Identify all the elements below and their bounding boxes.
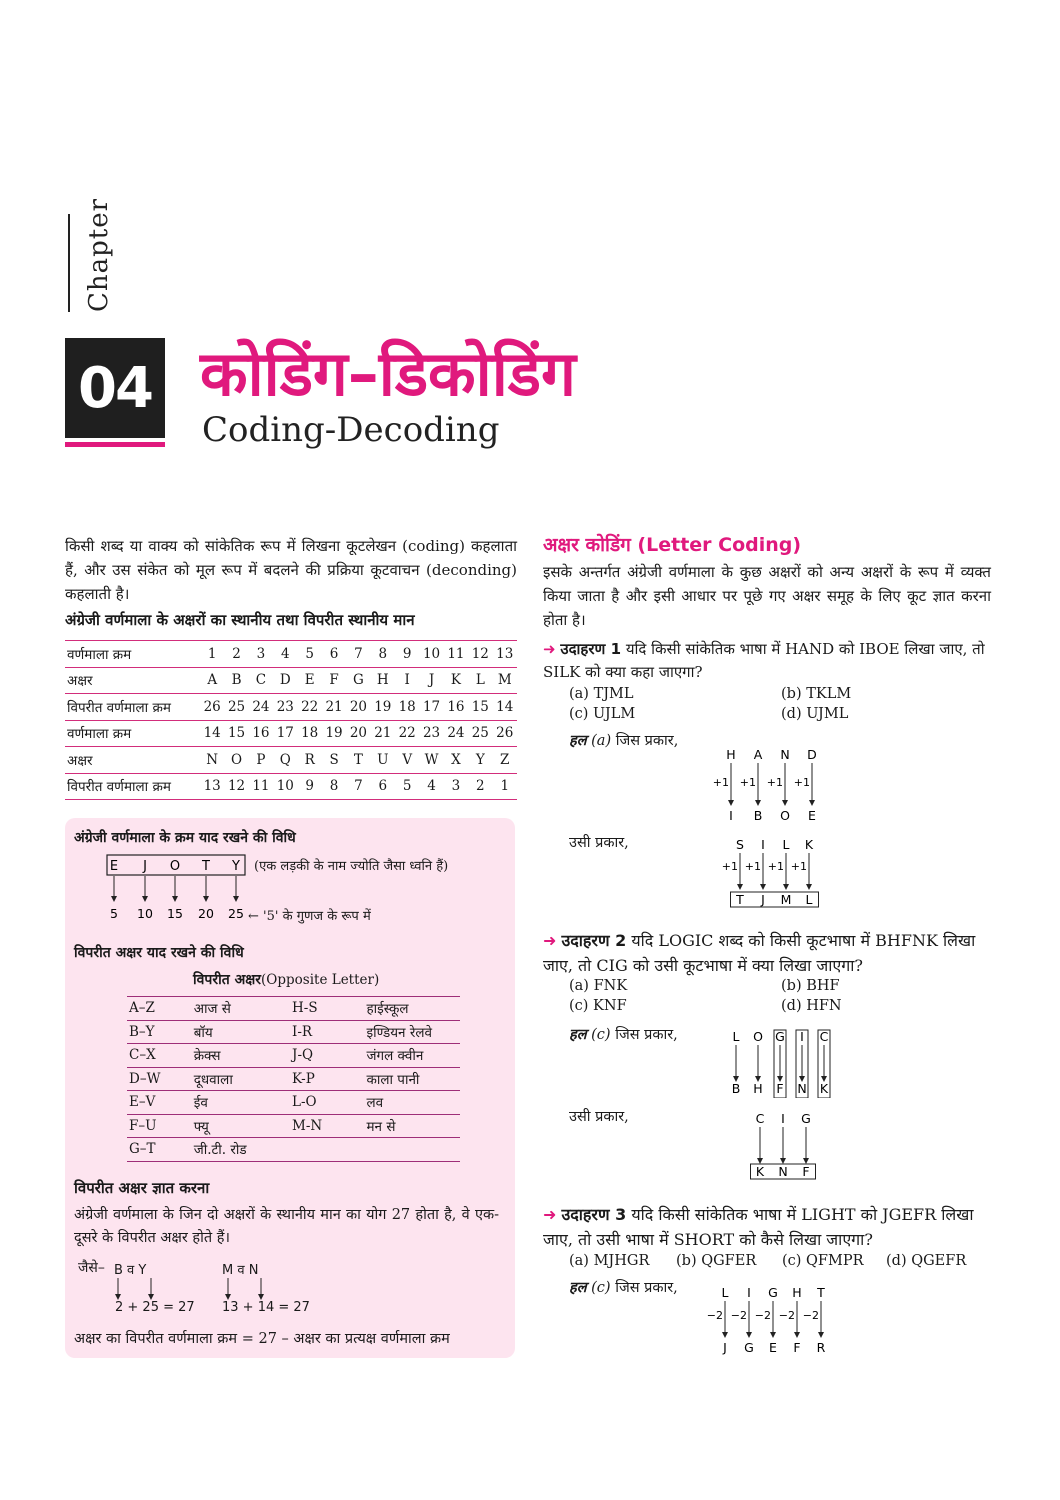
alphabet-cell: K xyxy=(444,667,468,694)
alphabet-cell: H xyxy=(371,667,395,694)
ejoty-diagram xyxy=(100,852,250,924)
letter-coding-text: इसके अन्तर्गत अंग्रेजी वर्णमाला के कुछ अक्षरों को अन्य अक्षरों के रूप में व्यक्त किया जाता है और इसी आधार पर पूछे गए अक्षर समूह के लिए कूट ज्ञात करना होता है। xyxy=(543,563,991,629)
example3-option-d: (d) QGEFR xyxy=(886,1253,967,1269)
alphabet-cell: 10 xyxy=(273,773,297,800)
diagram-shift-label: −2 xyxy=(730,1309,747,1322)
alphabet-cell: 4 xyxy=(273,641,297,668)
arrow-head xyxy=(111,896,117,902)
alphabet-cell: 25 xyxy=(224,694,248,721)
diagram-top-letter: G xyxy=(801,1111,811,1126)
ejoty-letter: Y xyxy=(232,859,240,874)
memory-box-heading: अंग्रेजी वर्णमाला के क्रम याद रखने की विधि xyxy=(74,830,296,846)
opposite-pair2: H-S xyxy=(290,997,364,1021)
example1-letters: B व Y xyxy=(114,1263,147,1278)
alphabet-cell: 16 xyxy=(444,694,468,721)
left-arrow-icon: ← xyxy=(248,909,259,924)
diagram-shift-label: +1 xyxy=(767,860,784,873)
alphabet-table-row xyxy=(65,747,517,774)
alphabet-cell: T xyxy=(346,747,370,774)
solution-label: हल xyxy=(569,1026,587,1043)
multiple-note xyxy=(248,906,371,924)
intro-paragraph: किसी शब्द या वाक्य को सांकेतिक रूप में लिखना कूटलेखन (coding) कहलाता हैं, और उस संकेत को मूल रूप में बदलने की प्रक्रिया कूटवाचन (deconding) कहलाती है। xyxy=(65,537,517,603)
diagram-shift-label: −2 xyxy=(802,1309,819,1322)
example2-solution xyxy=(569,1024,678,1044)
alphabet-row-label: वर्णमाला क्रम xyxy=(65,641,200,668)
alphabet-cell: 4 xyxy=(419,773,443,800)
alphabet-cell: B xyxy=(224,667,248,694)
opposite-word1: क्रेक्स xyxy=(192,1044,290,1068)
diagram-top-letter: L xyxy=(732,1029,740,1044)
alphabet-cell: M xyxy=(493,667,518,694)
opposite-pair1: D–W xyxy=(127,1067,192,1091)
diagram-bottom-letter: M xyxy=(780,892,792,907)
alphabet-cell: N xyxy=(200,747,224,774)
arrow-head xyxy=(806,884,812,890)
opposite-pair2: J-Q xyxy=(290,1044,364,1068)
alphabet-cell: 18 xyxy=(298,720,322,747)
alphabet-cell: 14 xyxy=(493,694,518,721)
find-opposite-text: अंग्रेजी वर्णमाला के जिन दो अक्षरों के स्थानीय मान का योग 27 होता है, वे एक-दूसरे के विपरीत अक्षर होते हैं। xyxy=(74,1207,499,1246)
opposite-letter-table xyxy=(127,996,460,1162)
diagram-bottom-letter: E xyxy=(808,808,816,823)
chapter-side-rule xyxy=(68,214,70,312)
ejoty-number: 15 xyxy=(167,906,183,921)
alphabet-table-row xyxy=(65,694,517,721)
solution-answer: (a) xyxy=(591,733,612,749)
alphabet-cell: 5 xyxy=(395,773,419,800)
alphabet-cell: 11 xyxy=(444,641,468,668)
ejoty-letter: J xyxy=(143,859,147,874)
opposite-row xyxy=(127,1138,460,1162)
example3-option-a: (a) MJHGR xyxy=(569,1253,650,1269)
diagram-bottom-letter: N xyxy=(778,1164,788,1179)
alphabet-cell: 2 xyxy=(468,773,492,800)
example2-question-text: यदि LOGIC शब्द को किसी कूटभाषा में BHFNK लिखा जाए, तो CIG को उसी कूटभाषा में क्या लिखा जाएगा? xyxy=(543,931,976,975)
alphabet-cell: 2 xyxy=(224,641,248,668)
alphabet-row-label: विपरीत वर्णमाला क्रम xyxy=(65,694,200,721)
diagram-top-letter: H xyxy=(726,747,736,762)
opposite-word2: लव xyxy=(364,1091,460,1115)
opposite-row xyxy=(127,1067,460,1091)
opposite-pair1: F–U xyxy=(127,1114,192,1138)
diagram-shift-label: +1 xyxy=(790,860,807,873)
opposite-pair2: M-N xyxy=(290,1114,364,1138)
ejoty-number: 10 xyxy=(137,906,153,921)
diagram-bottom-letter: J xyxy=(723,1340,727,1355)
opposite-word1: ईव xyxy=(192,1091,290,1115)
example3-diagram-light xyxy=(704,1284,834,1356)
example2-label: उदाहरण 2 xyxy=(561,931,627,950)
arrow-head xyxy=(809,800,815,806)
alphabet-cell: E xyxy=(298,667,322,694)
example1-question xyxy=(543,638,993,684)
chapter-number-underline xyxy=(65,442,165,447)
alphabet-cell: 3 xyxy=(249,641,273,668)
diagram-bottom-letter: R xyxy=(816,1340,826,1355)
alphabet-cell: 1 xyxy=(493,773,518,800)
alphabet-cell: 26 xyxy=(493,720,518,747)
diagram-top-letter: I xyxy=(781,1111,785,1126)
solution-text: जिस प्रकार, xyxy=(615,733,679,749)
example3-question xyxy=(543,1202,993,1252)
alphabet-cell: J xyxy=(419,667,443,694)
alphabet-cell: Z xyxy=(493,747,518,774)
example1-option-c: (c) UJLM xyxy=(569,706,636,722)
opposite-word1: दूधवाला xyxy=(192,1067,290,1091)
alphabet-cell: D xyxy=(273,667,297,694)
opposite-pair1: C–X xyxy=(127,1044,192,1068)
arrow-head xyxy=(818,1332,824,1338)
alphabet-cell: 18 xyxy=(395,694,419,721)
alphabet-cell: 21 xyxy=(322,694,346,721)
multiple-note-text: '5' के गुणज के रूप में xyxy=(263,909,371,924)
diagram-bottom-letter: K xyxy=(755,1164,765,1179)
opposite-pair1: G–T xyxy=(127,1138,192,1162)
alphabet-cell: 20 xyxy=(346,694,370,721)
opposite-word1: जी.टी. रोड xyxy=(192,1138,290,1162)
diagram-bottom-letter: L xyxy=(805,892,813,907)
opposite-word1: आज से xyxy=(192,997,290,1021)
example2-option-d: (d) HFN xyxy=(781,998,842,1014)
arrow-head xyxy=(746,1332,752,1338)
solution-label: हल xyxy=(569,732,587,749)
opposite-word2: मन से xyxy=(364,1114,460,1138)
opposite-pair2: I-R xyxy=(290,1020,364,1044)
diagram-bottom-letter: E xyxy=(769,1340,777,1355)
alphabet-cell: 19 xyxy=(371,694,395,721)
example2-letters: M व N xyxy=(222,1263,259,1278)
alphabet-cell: 25 xyxy=(468,720,492,747)
alphabet-cell: 21 xyxy=(371,720,395,747)
alphabet-row-label: अक्षर xyxy=(65,747,200,774)
alphabet-row-label: विपरीत वर्णमाला क्रम xyxy=(65,773,200,800)
alphabet-table-heading: अंग्रेजी वर्णमाला के अक्षरों का स्थानीय तथा विपरीत स्थानीय मान xyxy=(65,611,415,629)
diagram-bottom-letter: N xyxy=(797,1081,807,1096)
opposite-pair1: E–V xyxy=(127,1091,192,1115)
ejoty-letter: E xyxy=(109,859,119,874)
arrow-right-icon: ➜ xyxy=(543,1205,557,1224)
diagram-bottom-letter: H xyxy=(753,1081,763,1096)
diagram-bottom-letter: O xyxy=(780,808,790,823)
example1-sum: 2 + 25 = 27 xyxy=(115,1300,195,1315)
alphabet-cell: 20 xyxy=(346,720,370,747)
diagram-top-letter: D xyxy=(807,747,817,762)
alphabet-cell: 7 xyxy=(346,773,370,800)
solution-text: जिस प्रकार, xyxy=(615,1027,678,1043)
diagram-bottom-letter: I xyxy=(729,808,733,823)
chapter-title-hindi: कोडिंग–डिकोडिंग xyxy=(200,337,576,410)
alphabet-cell: 13 xyxy=(200,773,224,800)
alphabet-cell: 8 xyxy=(322,773,346,800)
arrow-head xyxy=(737,884,743,890)
opposite-pair1: A–Z xyxy=(127,997,192,1021)
opposite-pair2: K-P xyxy=(290,1067,364,1091)
example2-sum: 13 + 14 = 27 xyxy=(222,1300,310,1315)
alphabet-cell: L xyxy=(468,667,492,694)
opposite-row xyxy=(127,1114,460,1138)
alphabet-cell: 12 xyxy=(468,641,492,668)
example3-option-c: (c) QFMPR xyxy=(782,1253,864,1269)
diagram-shift-label: −2 xyxy=(706,1309,723,1322)
alphabet-cell: Q xyxy=(273,747,297,774)
example3-question-text: यदि किसी सांकेतिक भाषा में LIGHT को JGEFR लिखा जाए, तो उसी भाषा में SHORT को कैसे लिखा जाएगा? xyxy=(543,1205,974,1249)
diagram-top-letter: I xyxy=(800,1029,804,1044)
arrow-head xyxy=(770,1332,776,1338)
opposite-heading: विपरीत अक्षर याद रखने की विधि xyxy=(74,945,244,961)
alphabet-cell: C xyxy=(249,667,273,694)
example1-diagram-silk xyxy=(718,836,828,910)
alphabet-cell: 11 xyxy=(249,773,273,800)
alphabet-cell: 17 xyxy=(273,720,297,747)
opposite-pair2 xyxy=(290,1138,364,1162)
alphabet-cell: 14 xyxy=(200,720,224,747)
ejoty-number: 25 xyxy=(228,906,244,921)
example1-option-b: (b) TKLM xyxy=(781,686,852,702)
find-opposite-heading: विपरीत अक्षर ज्ञात करना xyxy=(74,1179,210,1197)
example1-option-d: (d) UJML xyxy=(781,706,849,722)
opposite-word1: फ्यू xyxy=(192,1114,290,1138)
diagram-bottom-letter: F xyxy=(793,1340,801,1355)
arrow-head xyxy=(142,896,148,902)
alphabet-cell: 22 xyxy=(395,720,419,747)
diagram-bottom-letter: B xyxy=(753,808,763,823)
alphabet-cell: V xyxy=(395,747,419,774)
chapter-number: 04 xyxy=(65,338,165,438)
example1-option-a: (a) TJML xyxy=(569,686,634,702)
ejoty-number: 5 xyxy=(110,906,118,921)
alphabet-cell: 23 xyxy=(273,694,297,721)
diagram-shift-label: +1 xyxy=(739,776,756,789)
arrow-head xyxy=(783,884,789,890)
alphabet-cell: X xyxy=(444,747,468,774)
opposite-row xyxy=(127,1020,460,1044)
example1-question-text: यदि किसी सांकेतिक भाषा में HAND को IBOE लिखा जाए, तो SILK को क्या कहा जाएगा? xyxy=(543,640,985,681)
example2-option-b: (b) BHF xyxy=(781,978,840,994)
arrow-head xyxy=(233,896,239,902)
alphabet-cell: G xyxy=(346,667,370,694)
example1-similarly: उसी प्रकार, xyxy=(569,835,629,851)
example2-arrows xyxy=(220,1276,280,1302)
diagram-top-letter: C xyxy=(819,1029,829,1044)
diagram-top-letter: I xyxy=(761,837,765,852)
alphabet-cell: P xyxy=(249,747,273,774)
opposite-formula: अक्षर का विपरीत वर्णमाला क्रम = 27 – अक्षर का प्रत्यक्ष वर्णमाला क्रम xyxy=(74,1331,450,1347)
alphabet-cell: O xyxy=(224,747,248,774)
example2-diagram-cig xyxy=(748,1110,818,1182)
alphabet-cell: 1 xyxy=(200,641,224,668)
example3-option-b: (b) QGFER xyxy=(676,1253,757,1269)
example1-arrows xyxy=(110,1276,170,1302)
alphabet-cell: Y xyxy=(468,747,492,774)
diagram-top-letter: G xyxy=(775,1029,785,1044)
opposite-word2: जंगल क्वीन xyxy=(364,1044,460,1068)
example2-option-c: (c) KNF xyxy=(569,998,627,1014)
alphabet-table-row xyxy=(65,641,517,668)
example-label: जैसे– xyxy=(78,1260,105,1276)
example2-option-a: (a) FNK xyxy=(569,978,628,994)
diagram-top-letter: S xyxy=(736,837,744,852)
alphabet-cell: S xyxy=(322,747,346,774)
diagram-bottom-letter: F xyxy=(776,1081,784,1096)
opposite-pair1: B–Y xyxy=(127,1020,192,1044)
solution-answer: (c) xyxy=(591,1280,611,1296)
alphabet-cell: 23 xyxy=(419,720,443,747)
arrow-head xyxy=(203,896,209,902)
opposite-word2 xyxy=(364,1138,460,1162)
alphabet-cell: 9 xyxy=(395,641,419,668)
alphabet-table xyxy=(65,640,517,800)
example2-diagram-logic xyxy=(726,1028,836,1098)
diagram-top-letter: I xyxy=(747,1285,751,1300)
example3-solution xyxy=(569,1277,678,1297)
alphabet-cell: 15 xyxy=(468,694,492,721)
ejoty-number: 20 xyxy=(198,906,214,921)
opposite-subheading-english: (Opposite Letter) xyxy=(261,972,380,988)
arrow-right-icon: ➜ xyxy=(543,640,556,658)
alphabet-cell: W xyxy=(419,747,443,774)
opposite-row xyxy=(127,1044,460,1068)
example3-label: उदाहरण 3 xyxy=(561,1205,627,1224)
diagram-shift-label: −2 xyxy=(754,1309,771,1322)
arrow-head xyxy=(722,1332,728,1338)
ejoty-letter: O xyxy=(169,859,181,874)
letter-coding-title: अक्षर कोडिंग (Letter Coding) xyxy=(543,534,802,556)
alphabet-cell: R xyxy=(298,747,322,774)
diagram-bottom-letter: J xyxy=(761,892,765,907)
diagram-top-letter: L xyxy=(721,1285,729,1300)
arrow-right-icon: ➜ xyxy=(543,931,557,950)
chapter-title-english: Coding-Decoding xyxy=(202,410,500,450)
alphabet-cell: U xyxy=(371,747,395,774)
diagram-top-letter: C xyxy=(755,1111,765,1126)
alphabet-cell: 17 xyxy=(419,694,443,721)
alphabet-cell: 22 xyxy=(298,694,322,721)
diagram-bottom-letter: G xyxy=(744,1340,754,1355)
arrow-head xyxy=(760,884,766,890)
arrow-head xyxy=(728,800,734,806)
diagram-bottom-letter: T xyxy=(736,892,744,907)
opposite-word2: हाईस्कूल xyxy=(364,997,460,1021)
diagram-shift-label: +1 xyxy=(793,776,810,789)
opposite-subheading xyxy=(193,970,379,989)
diagram-shift-label: +1 xyxy=(712,776,729,789)
opposite-pair2: L-O xyxy=(290,1091,364,1115)
alphabet-cell: 10 xyxy=(419,641,443,668)
alphabet-cell: 12 xyxy=(224,773,248,800)
diagram-shift-label: +1 xyxy=(744,860,761,873)
alphabet-cell: 6 xyxy=(322,641,346,668)
ejoty-letter: T xyxy=(202,859,210,874)
arrow-head xyxy=(755,800,761,806)
diagram-top-letter: O xyxy=(753,1029,763,1044)
example2-similarly: उसी प्रकार, xyxy=(569,1109,629,1125)
opposite-subheading-hindi: विपरीत अक्षर xyxy=(193,972,262,988)
diagram-bottom-letter: K xyxy=(819,1081,829,1096)
alphabet-cell: 24 xyxy=(249,694,273,721)
diagram-shift-label: +1 xyxy=(766,776,783,789)
alphabet-cell: 6 xyxy=(371,773,395,800)
alphabet-cell: 16 xyxy=(249,720,273,747)
diagram-top-letter: L xyxy=(782,837,790,852)
alphabet-table-row xyxy=(65,773,517,800)
solution-text: जिस प्रकार, xyxy=(615,1280,678,1296)
alphabet-cell: 5 xyxy=(298,641,322,668)
opposite-row xyxy=(127,997,460,1021)
diagram-top-letter: T xyxy=(817,1285,825,1300)
opposite-word2: काला पानी xyxy=(364,1067,460,1091)
arrow-head xyxy=(782,800,788,806)
solution-label: हल xyxy=(569,1279,587,1296)
diagram-bottom-letter: F xyxy=(802,1164,810,1179)
alphabet-cell: 7 xyxy=(346,641,370,668)
example1-label: उदाहरण 1 xyxy=(560,640,622,658)
opposite-word1: बॉय xyxy=(192,1020,290,1044)
alphabet-cell: 19 xyxy=(322,720,346,747)
arrow-head xyxy=(172,896,178,902)
alphabet-row-label: वर्णमाला क्रम xyxy=(65,720,200,747)
solution-answer: (c) xyxy=(591,1027,611,1043)
alphabet-cell: 15 xyxy=(224,720,248,747)
opposite-word2: इण्डियन रेलवे xyxy=(364,1020,460,1044)
example1-solution xyxy=(569,730,678,750)
alphabet-cell: I xyxy=(395,667,419,694)
diagram-bottom-letter: B xyxy=(731,1081,741,1096)
example2-question xyxy=(543,928,993,978)
alphabet-cell: A xyxy=(200,667,224,694)
alphabet-table-row xyxy=(65,667,517,694)
chapter-label: Chapter xyxy=(84,197,114,312)
alphabet-cell: 13 xyxy=(493,641,518,668)
alphabet-cell: 26 xyxy=(200,694,224,721)
diagram-top-letter: G xyxy=(768,1285,778,1300)
diagram-shift-label: +1 xyxy=(721,860,738,873)
alphabet-cell: F xyxy=(322,667,346,694)
alphabet-table-row xyxy=(65,720,517,747)
alphabet-cell: 3 xyxy=(444,773,468,800)
alphabet-cell: 9 xyxy=(298,773,322,800)
alphabet-cell: 8 xyxy=(371,641,395,668)
diagram-top-letter: N xyxy=(780,747,790,762)
ejoty-note: (एक लड़की के नाम ज्योति जैसा ध्वनि हैं) xyxy=(254,859,449,874)
diagram-top-letter: H xyxy=(792,1285,802,1300)
arrow-head xyxy=(794,1332,800,1338)
diagram-top-letter: A xyxy=(753,747,763,762)
alphabet-cell: 24 xyxy=(444,720,468,747)
alphabet-row-label: अक्षर xyxy=(65,667,200,694)
diagram-top-letter: K xyxy=(804,837,814,852)
diagram-shift-label: −2 xyxy=(778,1309,795,1322)
opposite-row xyxy=(127,1091,460,1115)
example1-diagram-hand xyxy=(706,746,826,826)
